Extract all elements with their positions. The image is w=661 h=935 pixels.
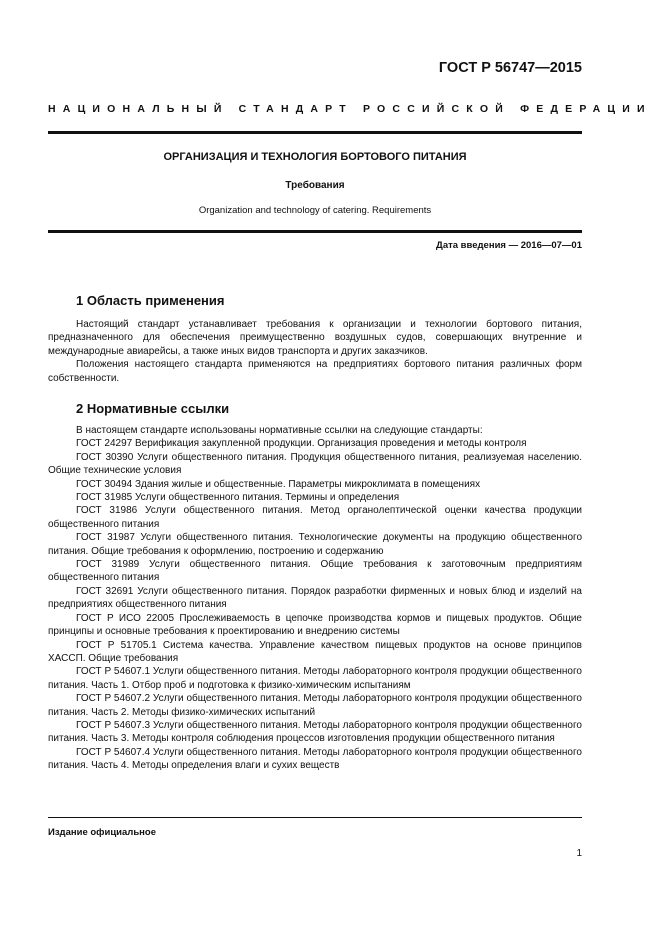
footer-rule — [48, 817, 582, 818]
reference-item: ГОСТ 31989 Услуги общественного питания. Общие требования к заготовочным предприятиям общественного питания — [48, 559, 582, 584]
reference-item: ГОСТ Р ИСО 22005 Прослеживаемость в цепочке производства кормов и пищевых продуктов. Общие принципы и основные требования к проектированию и внедрению системы — [48, 612, 582, 638]
reference-item: ГОСТ 30390 Услуги общественного питания. Продукция общественного питания, реализуемая населению. Общие технические условия — [48, 451, 582, 477]
reference-item: ГОСТ 31987 Услуги общественного питания. Технологические документы на продукцию общественного питания. Общие требования к оформлению, построению и содержанию — [48, 532, 582, 557]
reference-item: ГОСТ 31986 Услуги общественного питания. Метод органолептической оценки качества продукции общественного питания — [48, 505, 582, 530]
reference-item: ГОСТ Р 54607.4 Услуги общественного питания. Методы лабораторного контроля продукции общественного питания. Часть 4. Методы определения влаги и сухих веществ — [48, 746, 582, 772]
section-1-body — [48, 318, 582, 385]
standard-subtitle: Требования — [285, 180, 345, 191]
reference-item: ГОСТ 32691 Услуги общественного питания. Порядок разработки фирменных и новых блюд и изделий на предприятиях общественного питания — [48, 585, 582, 611]
reference-item: ГОСТ Р 54607.1 Услуги общественного питания. Методы лабораторного контроля продукции общественного питания. Часть 1. Отбор проб и подготовка к физико-химическим испытаниям — [48, 666, 582, 691]
reference-item: ГОСТ 31985 Услуги общественного питания. Термины и определения — [76, 492, 400, 504]
reference-item: ГОСТ Р 54607.2 Услуги общественного питания. Методы лабораторного контроля продукции общественного питания. Часть 2. Методы физико-химических испытаний — [48, 693, 582, 718]
official-edition-label: Издание официальное — [48, 827, 156, 838]
reference-item: ГОСТ Р 51705.1 Система качества. Управление качеством пищевых продуктов на основе принципов ХАССП. Общие требования — [48, 639, 582, 664]
normative-references — [48, 424, 582, 773]
reference-item: ГОСТ 24297 Верификация закупленной продукции. Организация проведения и методы контроля — [76, 438, 527, 450]
standard-title: ОРГАНИЗАЦИЯ И ТЕХНОЛОГИЯ БОРТОВОГО ПИТАНИЯ — [163, 151, 467, 163]
title-rule — [48, 230, 582, 233]
section-2-heading: 2 Нормативные ссылки — [76, 401, 230, 416]
section-1-heading: 1 Область применения — [76, 293, 225, 308]
page-number: 1 — [576, 848, 582, 859]
introduction-date: Дата введения — 2016—07—01 — [436, 240, 582, 251]
reference-item: ГОСТ Р 54607.3 Услуги общественного питания. Методы лабораторного контроля продукции общественного питания. Часть 3. Методы контроля соблюдения процессов изготовления продукции общественного питания — [48, 719, 582, 745]
reference-item: ГОСТ 30494 Здания жилые и общественные. Параметры микроклимата в помещениях — [76, 478, 481, 490]
standard-english-title: Organization and technology of catering. Requirements — [198, 205, 432, 216]
document-code: ГОСТ Р 56747—2015 — [438, 60, 582, 76]
paragraph: Настоящий стандарт устанавливает требования к организации и технологии бортового питания, предназначенного для обеспечения преимущественно воздушных судов, совершающих внутренние и международные авиарейсы, а также иных видов транспорта и других заказчиков. — [48, 319, 582, 357]
national-standard-title: НАЦИОНАЛЬНЫЙ СТАНДАРТ РОССИЙСКОЙ ФЕДЕРАЦИИ — [48, 103, 652, 115]
header-rule — [48, 131, 582, 134]
paragraph: Положения настоящего стандарта применяются на предприятиях бортового питания различных форм собственности. — [48, 359, 582, 384]
references-intro: В настоящем стандарте использованы нормативные ссылки на следующие стандарты: — [76, 425, 483, 436]
